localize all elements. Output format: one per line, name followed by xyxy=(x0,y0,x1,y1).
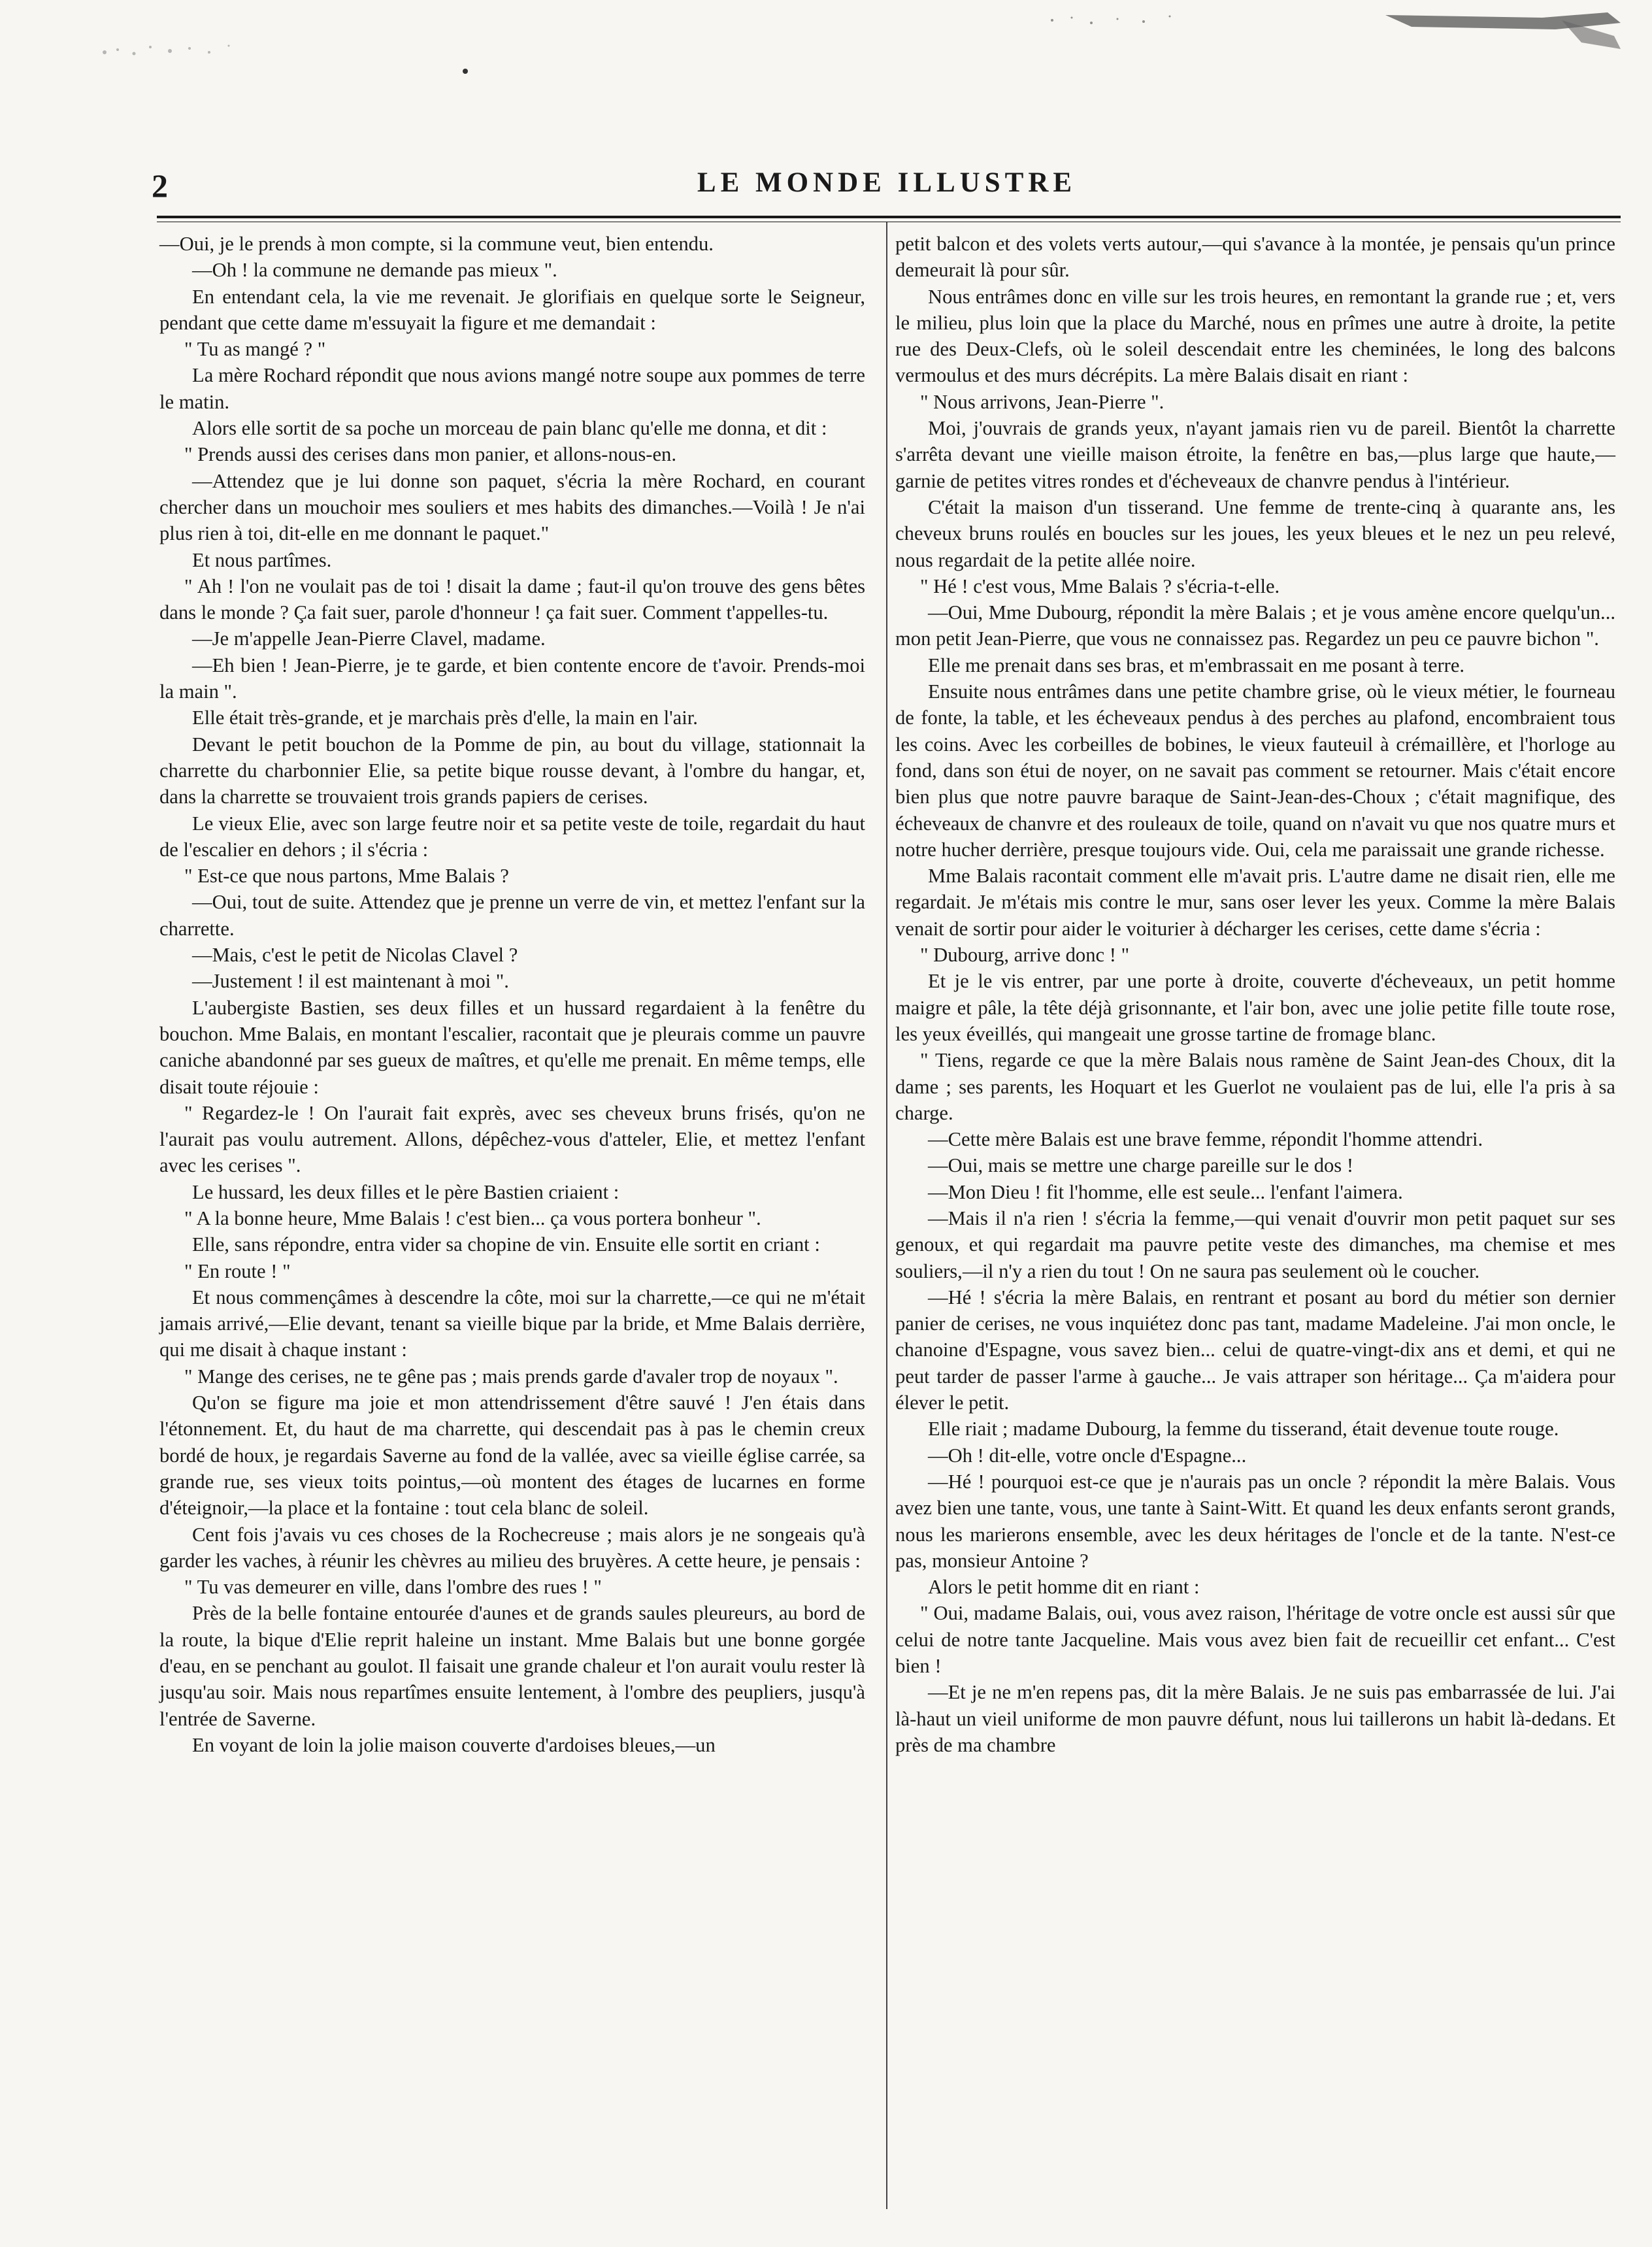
paragraph: " Est-ce que nous partons, Mme Balais ? xyxy=(184,865,509,888)
paragraph: Moi, j'ouvrais de grands yeux, n'ayant jamais rien vu de pareil. Bientôt la charrette s'arrêta devant une vieille maison étroite, la fenêtre en bas,—plus large que haute,—garnie de petites vitres rondes et d'écheveaux de chanvre pendus à l'intérieur. xyxy=(895,417,1615,492)
paragraph: " En route ! " xyxy=(184,1259,291,1282)
paragraph: Alors le petit homme dit en riant : xyxy=(928,1576,1200,1599)
paragraph: " Prends aussi des cerises dans mon panier, et allons-nous-en. xyxy=(184,443,676,466)
paragraph: —Cette mère Balais est une brave femme, répondit l'homme attendri. xyxy=(928,1128,1483,1151)
paragraph: " Ah ! l'on ne voulait pas de toi ! disait la dame ; faut-il qu'on trouve des gens bêtes dans le monde ? Ça fait suer, parole d'honneur ! ça fait suer. Comment t'appelles-tu. xyxy=(159,574,865,624)
paragraph: Et nous partîmes. xyxy=(192,548,332,571)
paragraph: —Oui, Mme Dubourg, répondit la mère Balais ; et je vous amène encore quelqu'un... mon petit Jean-Pierre, que vous ne connaissez pas. Regardez un peu ce pauvre bichon ". xyxy=(895,601,1615,650)
scan-speck-top-center xyxy=(457,62,477,82)
paragraph: " Nous arrivons, Jean-Pierre ". xyxy=(920,390,1165,413)
paragraph: —Oui, je le prends à mon compte, si la commune veut, bien entendu. xyxy=(159,233,714,255)
page-header xyxy=(152,167,1622,206)
paragraph: Le vieux Elie, avec son large feutre noir et sa petite veste de toile, regardait du haut de l'escalier en dehors ; il s'écria : xyxy=(159,812,865,861)
paragraph: —Oh ! la commune ne demande pas mieux ". xyxy=(192,259,557,282)
paragraph: " Hé ! c'est vous, Mme Balais ? s'écria-t-elle. xyxy=(920,574,1280,597)
left-column xyxy=(159,231,865,1758)
paragraph: —Attendez que je lui donne son paquet, s'écria la mère Rochard, en courant chercher dans un mouchoir mes souliers et mes habits des dimanches.—Voilà ! Je n'ai plus rien à toi, dit-elle en me donnant le paquet." xyxy=(159,469,865,545)
paragraph: " Tu as mangé ? " xyxy=(184,338,326,361)
paragraph: Qu'on se figure ma joie et mon attendrissement d'être sauvé ! J'en étais dans l'étonnement. Et, du haut de ma charrette, qui descendait pas à pas le chemin creux bordé de houx, je regardais Saverne au fond de la vallée, avec sa vieille église carrée, sa grande rue, ses vieux toits pointus,—où montent des étages de lucarnes en forme d'éteignoir,—la place et la fontaine : tout cela blanc de soleil. xyxy=(159,1391,865,1520)
paragraph: " Mange des cerises, ne te gêne pas ; mais prends garde d'avaler trop de noyaux ". xyxy=(184,1365,838,1388)
paragraph: Mme Balais racontait comment elle m'avait pris. L'autre dame ne disait rien, elle me regardait. Je m'étais mis contre le mur, sans oser lever les yeux. Comme la mère Balais venait de sortir pour aider le voiturier à décharger les cerises, cette dame s'écria : xyxy=(895,865,1615,940)
scan-speck-top-right xyxy=(1046,10,1634,56)
paragraph: Elle me prenait dans ses bras, et m'embrassait en me posant à terre. xyxy=(928,654,1465,676)
paragraph: —Justement ! il est maintenant à moi ". xyxy=(192,970,509,993)
paragraph: " Oui, madame Balais, oui, vous avez raison, l'héritage de votre oncle est aussi sûr que celui de notre tante Jacqueline. Mais vous avez bien fait de recueillir cet enfant... C'est bien ! xyxy=(895,1602,1615,1678)
paragraph: " Tu vas demeurer en ville, dans l'ombre des rues ! " xyxy=(184,1576,602,1599)
paragraph: Et je le vis entrer, par une porte à droite, couverte d'écheveaux, un petit homme maigre et pâle, la tête déjà grisonnante, et l'air bon, avec une jolie petite fille toute rose, les yeux éveillés, qui mangeait une grosse tartine de fromage blanc. xyxy=(895,970,1615,1045)
paragraph: Elle riait ; madame Dubourg, la femme du tisserand, était devenue toute rouge. xyxy=(928,1418,1559,1440)
right-column xyxy=(895,231,1615,1758)
paragraph: —Oh ! dit-elle, votre oncle d'Espagne... xyxy=(928,1444,1247,1467)
paragraph: " Dubourg, arrive donc ! " xyxy=(920,944,1130,967)
paragraph: Ensuite nous entrâmes dans une petite chambre grise, où le vieux métier, le fourneau de fonte, la table, et les écheveaux pendus à des perches au plafond, encombraient tous les coins. Avec les corbeilles de bobines, le vieux fauteuil à crémaillère, et l'horloge au fond, dans son étui de noyer, on ne savait pas comment se retourner. Mais c'était encore bien plus que notre pauvre baraque de Saint-Jean-des-Choux ; c'était magnifique, des écheveaux de chanvre et des rouleaux de toile, quand on n'avait vu que nos quatre murs et notre hucher derrière, presque toujours vide. Oui, cela me paraissait une grande richesse. xyxy=(895,680,1615,861)
paragraph: —Et je ne m'en repens pas, dit la mère Balais. Je ne suis pas embarrassée de lui. J'ai là-haut un vieil uniforme de mon pauvre défunt, nous lui taillerons un habit là-dedans. Et près de ma chambre xyxy=(895,1681,1615,1756)
paragraph: —Hé ! s'écria la mère Balais, en rentrant et posant au bord du métier son dernier panier de cerises, ne vous inquiétez donc pas tant, madame Madeleine. J'ai mon oncle, le chanoine d'Espagne, vous savez bien... celui de quatre-vingt-dix ans et demi, et qui ne peut tarder de passer l'arme à gauche... Je vais attraper son héritage... Ça m'aidera pour élever le petit. xyxy=(895,1286,1615,1414)
page-number: 2 xyxy=(152,167,169,204)
paragraph: —Oui, tout de suite. Attendez que je prenne un verre de vin, et mettez l'enfant sur la charrette. xyxy=(159,891,865,940)
paragraph: La mère Rochard répondit que nous avions mangé notre soupe aux pommes de terre le matin. xyxy=(159,364,865,413)
paragraph: —Mais il n'a rien ! s'écria la femme,—qui venait d'ouvrir mon petit paquet sur ses genoux, et qui regardait ma pauvre petite veste des dimanches, ma chemise et mes souliers,—il n'y a rien du tout ! On ne saura pas seulement où le coucher. xyxy=(895,1207,1615,1282)
paragraph: Le hussard, les deux filles et le père Bastien criaient : xyxy=(192,1180,620,1203)
paragraph: —Eh bien ! Jean-Pierre, je te garde, et bien contente encore de t'avoir. Prends-moi la main ". xyxy=(159,654,865,703)
paragraph: Cent fois j'avais vu ces choses de la Rochecreuse ; mais alors je ne songeais qu'à garder les vaches, à réunir les chèvres au milieu des bruyères. A cette heure, je pensais : xyxy=(159,1523,865,1572)
scan-speck-top-left xyxy=(98,33,242,65)
paragraph: —Hé ! pourquoi est-ce que je n'aurais pas un oncle ? répondit la mère Balais. Vous avez bien une tante, vous, une tante à Saint-Witt. Et quand les deux enfants seront grands, nous les marierons ensemble, avec les deux héritages de l'oncle et de la tante. N'est-ce pas, monsieur Antoine ? xyxy=(895,1470,1615,1572)
masthead-title: LE MONDE ILLUSTRE xyxy=(697,167,1077,198)
paragraph: L'aubergiste Bastien, ses deux filles et un hussard regardaient à la fenêtre du bouchon. Mme Balais, en montant l'escalier, racontait que je pleurais comme un pauvre caniche abandonné par ses gueux de maîtres, et qu'elle me prenait. En même temps, elle disait toute réjouie : xyxy=(159,996,865,1098)
paragraph: " Tiens, regarde ce que la mère Balais nous ramène de Saint Jean-des Choux, dit la dame ; ses parents, les Hoquart et les Guerlot ne voulaient pas de lui, elle l'a pris à sa charge. xyxy=(895,1049,1615,1124)
header-rule-thick xyxy=(157,216,1621,218)
column-divider xyxy=(886,222,887,2209)
paragraph: " Regardez-le ! On l'aurait fait exprès, avec ses cheveux bruns frisés, qu'on ne l'aurait pas voulu autrement. Allons, dépêchez-vous d'atteler, Elie, et mettez l'enfant avec les cerises ". xyxy=(159,1101,865,1177)
paragraph: Près de la belle fontaine entourée d'aunes et de grands saules pleureurs, au bord de la route, la bique d'Elie reprit haleine un instant. Mme Balais but une bonne gorgée d'eau, en se penchant au goulot. Il faisait une grande chaleur et l'on aurait voulu rester là jusqu'au soir. Mais nous repartîmes ensuite lentement, à l'ombre des peupliers, jusqu'à l'entrée de Saverne. xyxy=(159,1602,865,1730)
paragraph: " A la bonne heure, Mme Balais ! c'est bien... ça vous portera bonheur ". xyxy=(184,1207,761,1229)
paragraph: Devant le petit bouchon de la Pomme de pin, au bout du village, stationnait la charrette du charbonnier Elie, sa petite bique rousse devant, à l'ombre du hangar, et, dans la charrette se trouvaient trois grands papiers de cerises. xyxy=(159,733,865,808)
paragraph: —Je m'appelle Jean-Pierre Clavel, madame. xyxy=(192,627,546,650)
paragraph: Nous entrâmes donc en ville sur les trois heures, en remontant la grande rue ; et, vers le milieu, plus loin que la place du Marché, nous en prîmes une autre à droite, la petite rue des Deux-Clefs, où le soleil descendait entre les cheminées, le long des balcons vermoulus et des murs décrépits. La mère Balais disait en riant : xyxy=(895,285,1615,387)
paragraph: Elle, sans répondre, entra vider sa chopine de vin. Ensuite elle sortit en criant : xyxy=(192,1233,820,1256)
paragraph: Et nous commençâmes à descendre la côte, moi sur la charrette,—ce qui ne m'était jamais arrivé,—Elie devant, tenant sa vieille bique par la bride, et Mme Balais derrière, qui me disait à chaque instant : xyxy=(159,1286,865,1361)
paragraph: En voyant de loin la jolie maison couverte d'ardoises bleues,—un xyxy=(192,1733,716,1756)
paragraph: —Oui, mais se mettre une charge pareille sur le dos ! xyxy=(928,1154,1354,1177)
paragraph: C'était la maison d'un tisserand. Une femme de trente-cinq à quarante ans, les cheveux bruns roulés en boucles sur les joues, les yeux bleues et le nez un peu relevé, nous regardait de la petite allée noire. xyxy=(895,495,1615,571)
paragraph: En entendant cela, la vie me revenait. Je glorifiais en quelque sorte le Seigneur, pendant que cette dame m'essuyait la figure et me demandait : xyxy=(159,285,865,334)
paragraph: —Mon Dieu ! fit l'homme, elle est seule... l'enfant l'aimera. xyxy=(928,1180,1403,1203)
paragraph: Alors elle sortit de sa poche un morceau de pain blanc qu'elle me donna, et dit : xyxy=(192,417,827,440)
paragraph: petit balcon et des volets verts autour,—qui s'avance à la montée, je pensais qu'un prince demeurait là pour sûr. xyxy=(895,233,1615,282)
paragraph: —Mais, c'est le petit de Nicolas Clavel ? xyxy=(192,944,518,967)
paragraph: Elle était très-grande, et je marchais près d'elle, la main en l'air. xyxy=(192,707,698,729)
